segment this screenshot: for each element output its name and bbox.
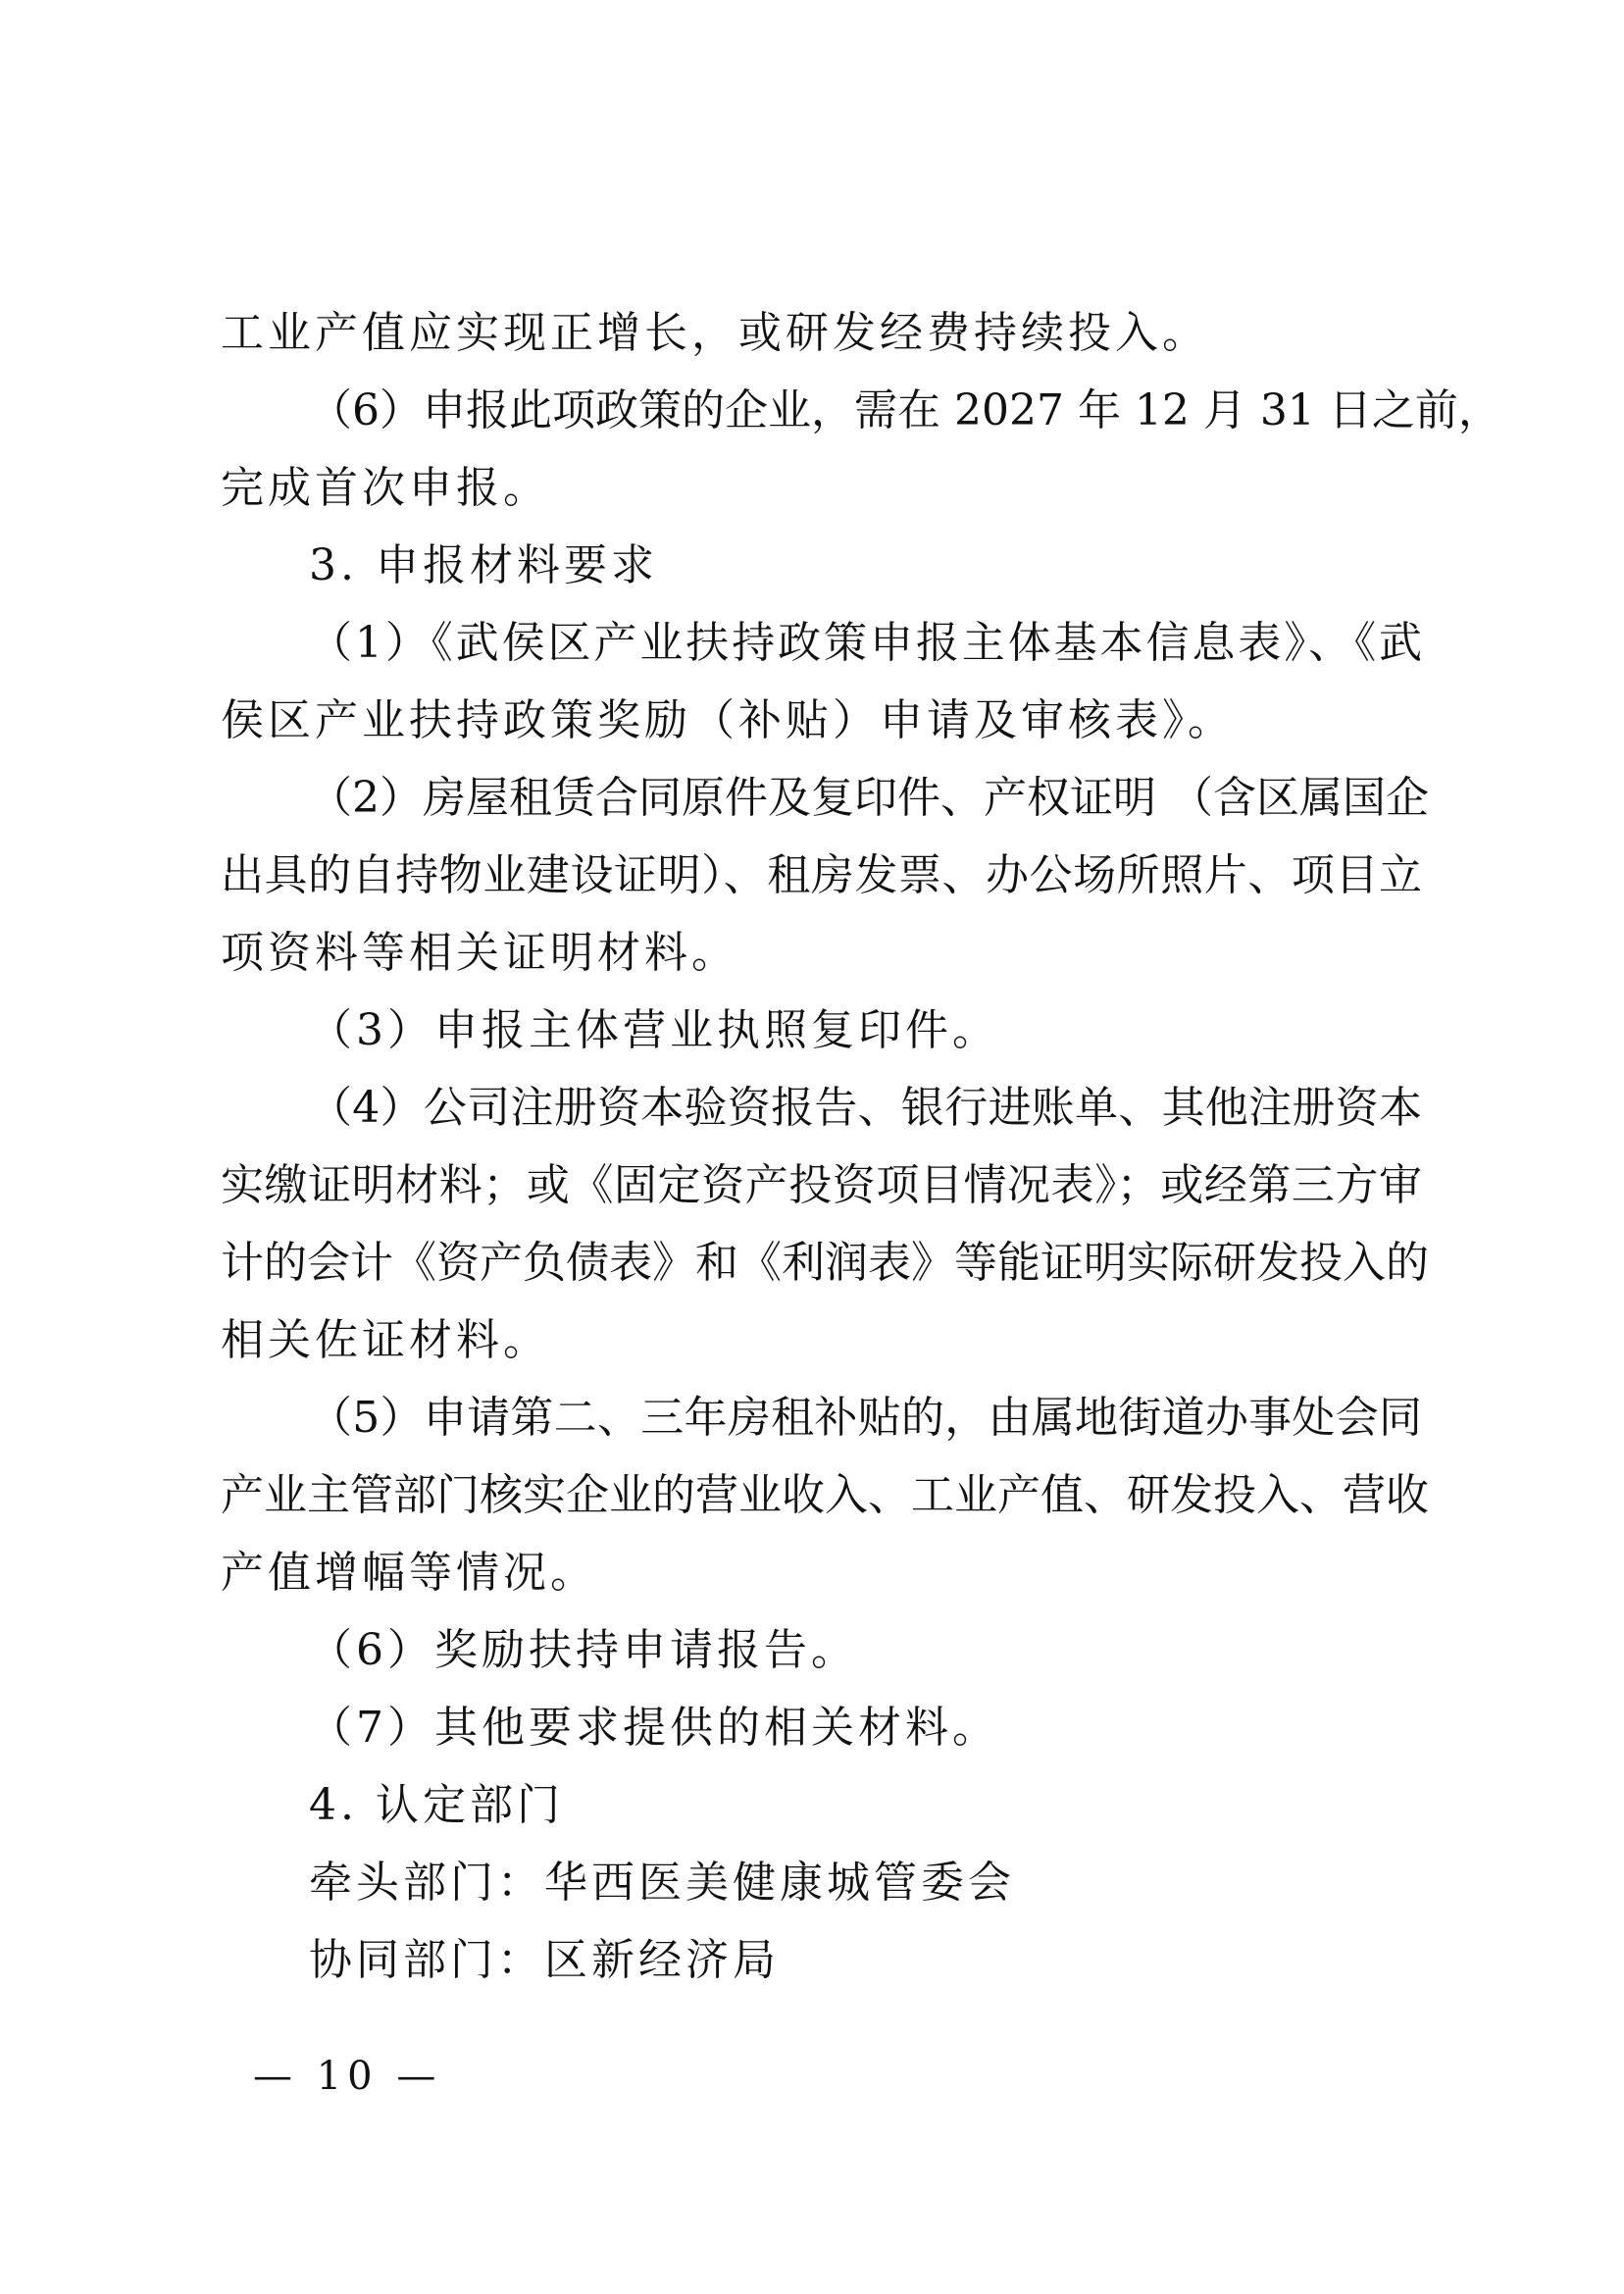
text-line: 侯区产业扶持政策奖励（补贴）申请及审核表》。 [221, 695, 1235, 745]
text-line: 相关佐证材料。 [221, 1315, 550, 1365]
text-line: 出具的自持物业建设证明）、租房发票、办公场所照片、项目立 [221, 850, 1422, 900]
text-line: （5）申请第二、三年房租补贴的，由属地街道办事处会同 [309, 1393, 1422, 1443]
text-line: （1）《武侯区产业扶持政策申报主体基本信息表》、《武 [309, 618, 1422, 668]
text-line: 工业产值应实现正增长，或研发经费持续投入。 [221, 308, 1209, 358]
text-line: （7）其他要求提供的相关材料。 [309, 1703, 999, 1753]
text-line: 牵头部门：华西医美健康城管委会 [309, 1858, 1015, 1908]
body-text [221, 294, 1501, 1999]
text-line: （3）申报主体营业执照复印件。 [309, 1005, 999, 1055]
text-line: 产业主管部门核实企业的营业收入、工业产值、研发投入、营收 [221, 1470, 1429, 1520]
section-heading: 3. 申报材料要求 [309, 540, 658, 590]
text-line: （4）公司注册资本验资报告、银行进账单、其他注册资本 [309, 1083, 1422, 1133]
text-line: 完成首次申报。 [221, 463, 550, 513]
text-line: 计的会计《资产负债表》和《利润表》等能证明实际研发投入的 [221, 1238, 1429, 1288]
text-line: （6）申报此项政策的企业，需在 2027 年 12 月 31 日之前， [309, 385, 1501, 435]
text-line: 项资料等相关证明材料。 [221, 928, 738, 978]
text-line: 实缴证明材料；或《固定资产投资项目情况表》；或经第三方审 [221, 1160, 1422, 1210]
text-line: 协同部门：区新经济局 [309, 1935, 780, 1985]
text-line: （6）奖励扶持申请报告。 [309, 1625, 858, 1675]
text-line: 产值增幅等情况。 [221, 1548, 597, 1598]
text-line: （2）房屋租赁合同原件及复印件、产权证明 （含区属国企 [309, 773, 1429, 823]
page-number: — 10 — [253, 2054, 442, 2099]
section-heading: 4. 认定部门 [309, 1780, 564, 1830]
